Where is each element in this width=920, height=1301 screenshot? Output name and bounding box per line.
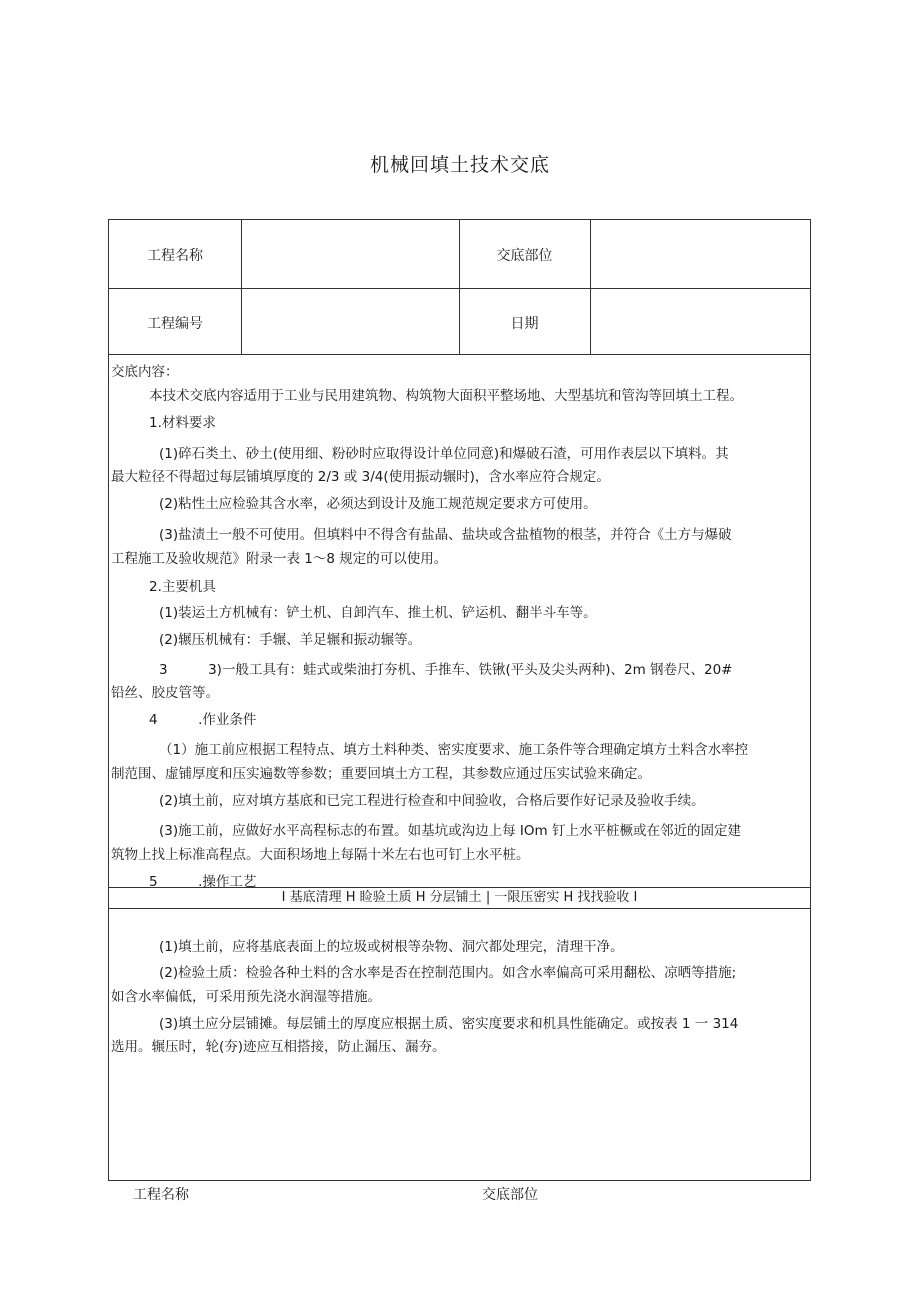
paragraph-line: (3)填土应分层铺摊。每层铺土的厚度应根据土质、密实度要求和机具性能确定。或按表 1 一 314 — [159, 1016, 739, 1032]
section-heading: 4 .作业条件 — [149, 712, 257, 728]
project-name-label: 工程名称 — [147, 248, 203, 264]
paragraph-line: (2)辗压机械有：手辗、羊足辗和振动辗等。 — [159, 632, 422, 648]
column-divider — [590, 220, 591, 355]
paragraph-line: （1）施工前应根据工程特点、填方土料种类、密实度要求、施工条件等合理确定填方土料含水率控 — [159, 742, 749, 758]
paragraph-line: (2)填土前，应对填方基底和已完工程进行检查和中间验收，合格后要作好记录及验收手续。 — [159, 793, 705, 809]
disclosure-table — [108, 219, 811, 1181]
document-title: 机械回填土技术交底 — [369, 154, 550, 176]
date-label: 日期 — [510, 316, 539, 332]
column-divider — [241, 220, 242, 355]
process-flow: I 基底清理 H 睑验土质 H 分层铺土 | 一限压密实 H 找找验收 I — [109, 887, 810, 909]
paragraph-line: (2)粘性土应检验其含水率，必须达到设计及施工规范规定要求方可使用。 — [159, 496, 597, 512]
paragraph-line: 如含水率偏低，可采用预先浇水润湿等措施。 — [111, 989, 381, 1005]
project-no-label: 工程编号 — [147, 316, 203, 332]
location-label: 交底部位 — [496, 248, 553, 264]
footer-location-label: 交底部位 — [482, 1187, 538, 1203]
paragraph-line: 最大粒径不得超过每层铺填厚度的 2/3 或 3/4(使用振动辗时)，含水率应符合规定。 — [111, 469, 610, 485]
paragraph-line: (1)填土前，应将基底表面上的垃圾或树根等杂物、洞穴都处理完，清理干净。 — [159, 939, 624, 955]
paragraph-line: 工程施工及验收规范》附录一表 1～8 规定的可以使用。 — [111, 551, 448, 567]
paragraph-line: 制范围、虚铺厚度和压实遍数等参数；重要回填土方工程，其参数应通过压实试验来确定。 — [111, 766, 651, 782]
column-divider — [459, 220, 460, 355]
paragraph-line: 3 3)一般工具有：蛙式或柴油打夯机、手推车、铁锹(平头及尖头两种)、2m 钢卷尺、20# — [159, 662, 733, 678]
section-heading: 2.主要机具 — [149, 579, 216, 595]
section-heading: 1.材料要求 — [149, 415, 216, 431]
paragraph-line: (3)盐渍土一般不可使用。但填料中不得含有盐晶、盐块或含盐植物的根茎，并符合《土方与爆破 — [159, 527, 732, 543]
paragraph-line: (2)检验土质：检验各种土料的含水率是否在控制范围内。如含水率偏高可采用翻松、凉晒等措施; — [159, 965, 737, 981]
section-heading: 5 .操作工艺 — [149, 874, 257, 890]
paragraph-line: (1)装运土方机械有：铲土机、自卸汽车、推土机、铲运机、翻半斗车等。 — [159, 605, 597, 621]
paragraph-line: 选用。辗压时，轮(夯)迹应互相搭接，防止漏压、漏夯。 — [111, 1039, 446, 1055]
paragraph-line: 筑物上找上标准高程点。大面积场地上每隔十米左右也可钉上水平桩。 — [111, 847, 530, 863]
paragraph-line: (1)碎石类土、砂土(使用细、粉砂时应取得设计单位同意)和爆破石渣，可用作表层以下填料。其 — [159, 446, 729, 462]
content-heading: 交底内容： — [111, 364, 179, 380]
paragraph-line: (3)施工前，应做好水平高程标志的布置。如基坑或沟边上每 IOm 钉上水平桩橛或在邻近的固定建 — [159, 823, 741, 839]
footer-project-name-label: 工程名称 — [133, 1187, 189, 1203]
paragraph-line: 铅丝、胶皮管等。 — [111, 685, 219, 701]
intro-paragraph: 本技术交底内容适用于工业与民用建筑物、构筑物大面积平整场地、大型基坑和管沟等回填土工程。 — [149, 388, 743, 404]
